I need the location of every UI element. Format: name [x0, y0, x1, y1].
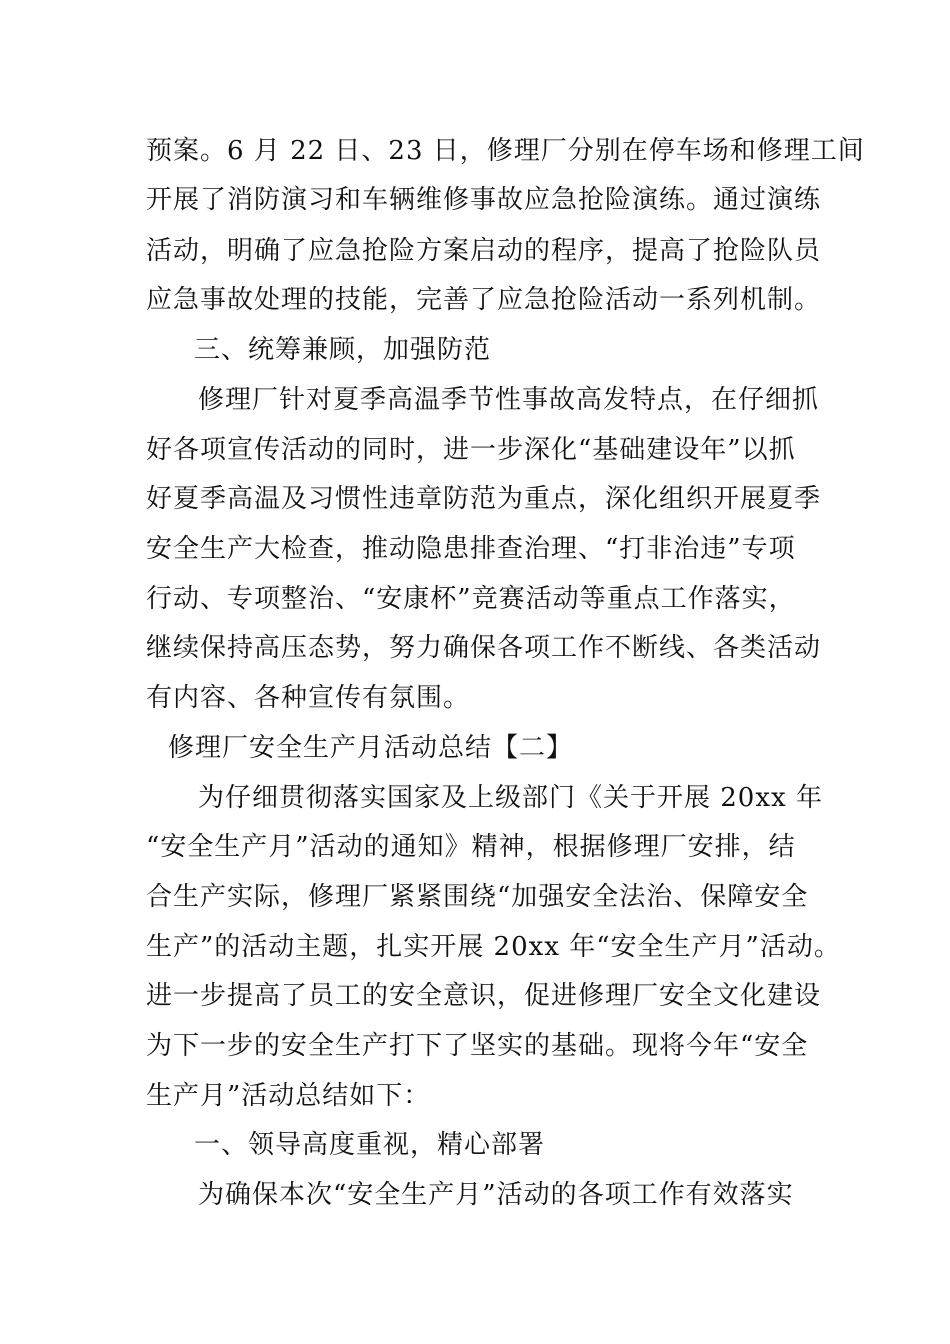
paragraph-line: 进一步提高了员工的安全意识，促进修理厂安全文化建设 — [146, 981, 822, 1011]
paragraph-line: 为仔细贯彻落实国家及上级部门《关于开展 20xx 年 — [198, 783, 823, 813]
paragraph-line: 继续保持高压态势，努力确保各项工作不断线、各类活动 — [146, 633, 822, 663]
paragraph-line: 为下一步的安全生产打下了坚实的基础。现将今年“安全 — [146, 1031, 809, 1061]
section-heading: 一、领导高度重视，精心部署 — [194, 1130, 546, 1160]
paragraph-line: 修理厂针对夏季高温季节性事故高发特点，在仔细抓 — [198, 385, 820, 415]
paragraph-line: 开展了消防演习和车辆维修事故应急抢险演练。通过演练 — [146, 185, 822, 215]
paragraph-line: 合生产实际，修理厂紧紧围绕“加强安全法治、保障安全 — [146, 882, 809, 912]
paragraph-line: 好各项宣传活动的同时，进一步深化“基础建设年”以抓 — [146, 435, 796, 465]
paragraph-line: 应急事故处理的技能，完善了应急抢险活动一系列机制。 — [146, 285, 822, 315]
paragraph-line: 有内容、各种宣传有氛围。 — [146, 683, 471, 713]
paragraph-line: 预案。6 月 22 日、23 日，修理厂分别在停车场和修理工间 — [146, 136, 865, 166]
document-subtitle: 修理厂安全生产月活动总结【二】 — [168, 733, 574, 763]
paragraph-line: 好夏季高温及习惯性违章防范为重点，深化组织开展夏季 — [146, 484, 822, 514]
paragraph-line: 生产月”活动总结如下： — [146, 1081, 431, 1111]
paragraph-line: “安全生产月”活动的通知》精神，根据修理厂安排，结 — [146, 832, 796, 862]
paragraph-line: 活动，明确了应急抢险方案启动的程序，提高了抢险队员 — [146, 236, 822, 266]
section-heading: 三、统筹兼顾，加强防范 — [194, 335, 492, 365]
paragraph-line: 行动、专项整治、“安康杯”竞赛活动等重点工作落实， — [146, 584, 796, 614]
paragraph-line: 为确保本次“安全生产月”活动的各项工作有效落实 — [198, 1180, 794, 1210]
paragraph-line: 安全生产大检查，推动隐患排查治理、“打非治违”专项 — [146, 534, 796, 564]
paragraph-line: 生产”的活动主题，扎实开展 20xx 年“安全生产月”活动。 — [146, 932, 841, 962]
